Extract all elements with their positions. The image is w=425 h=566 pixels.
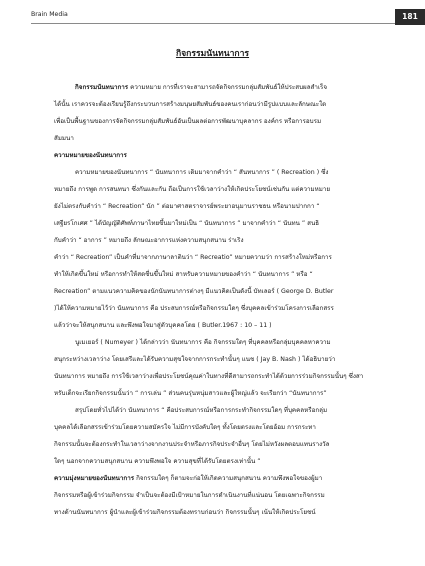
body-line bbox=[54, 423, 316, 432]
line-text: กิจกรรมใดๆ ก็ตามจะก่อให้เกิดความสนุกสนาน ความพึงพอใจของผู้มา bbox=[134, 475, 323, 482]
body-line bbox=[75, 83, 327, 92]
inline-heading: ความมุ่งหมายของนันทนาการ bbox=[54, 475, 135, 482]
section-heading-text: ความหมายของนันทนาการ bbox=[54, 152, 127, 159]
body-line bbox=[54, 202, 320, 211]
body-line bbox=[54, 355, 335, 364]
body-line bbox=[54, 185, 330, 194]
line-text: นันทนาการ หมายถึง การใช้เวลาว่างเพื่อประโยชน์คุณค่าในทางที่ดีสามารถกระทำได้ด้วยการร่วมกิจกรรมนั้นๆ ซึ่งสา bbox=[54, 373, 364, 380]
header-rule bbox=[31, 23, 397, 24]
body-line bbox=[54, 321, 272, 330]
line-text: ทางด้านนันทนาการ ผู้นำและผู้เข้าร่วมกิจกรรมต้องทราบก่อนว่า กิจกรรมนั้นๆ เน้นให้เกิดประโยชน์ bbox=[54, 509, 316, 516]
line-text: ความหมายของนันทนาการ “ นันทนาการ เดิมมาจากคำว่า “ สันทนาการ ” ( Recreation ) ซึ่ง bbox=[75, 169, 329, 176]
line-text: สัมมนา bbox=[54, 135, 74, 142]
page-title: กิจกรรมนันทนาการ bbox=[175, 49, 250, 59]
line-text: คำว่า “ Recreation” เป็นคำที่มาจากภาษาลาตินว่า “ Recreatio” หมายความว่า การสร้างใหม่หรือการ bbox=[54, 254, 332, 261]
body-line bbox=[54, 491, 325, 500]
page-header bbox=[31, 9, 425, 25]
line-text: กิจกรรมนั้นจะต้องกระทำในเวลาว่างจากงานประจำหรือภารกิจประจำอื่นๆ โดยไม่หวังผลตอบแทนรางวัล bbox=[54, 441, 330, 448]
body-line bbox=[54, 440, 330, 449]
line-text: เพื่อเป็นพื้นฐานของการจัดกิจกรรมกลุ่มสัมพันธ์อันเป็นผลต่อการพัฒนาบุคลากร องค์กร หรือการอบรม bbox=[54, 118, 322, 125]
body-line bbox=[54, 474, 322, 483]
line-text: Recreation” ตามแนวความคิดของนักนันทนาการต่างๆ มีแนวคิดเป็นดังนี้ บัทเลอร์ ( George D. Butler bbox=[54, 288, 334, 295]
body-line bbox=[54, 372, 363, 381]
body-line bbox=[54, 287, 333, 296]
line-text: นูเมเยอร์ ( Numeyer ) ได้กล่าวว่า นันทนาการ คือ กิจกรรมใดๆ ที่บุคคลหรือกลุ่มบุคคลหาความ bbox=[75, 339, 331, 346]
body-line bbox=[54, 117, 321, 126]
body-line bbox=[54, 457, 260, 466]
section-heading bbox=[54, 151, 127, 160]
body-line bbox=[54, 304, 334, 313]
line-text: บุคคลได้เลือกสรรเข้าร่วมโดยความสมัครใจ ไม่มีการบังคับใดๆ ทั้งโดยตรงและโดยอ้อม การกระทา bbox=[54, 424, 316, 431]
line-text: ได้นั้น เราควรจะต้องเรียนรู้ถึงกระบวนการสร้างมนุษยสัมพันธ์ของคนเราก่อนว่ามีรูปแบบและลักษณะใด bbox=[54, 101, 327, 108]
line-text: ความหมาย การที่เราจะสามารถจัดกิจกรรมกลุ่มสัมพันธ์ให้ประสบผลสำเร็จ bbox=[128, 84, 328, 91]
body-line bbox=[54, 253, 332, 262]
brand-label: Brain Media bbox=[31, 11, 68, 18]
body-line bbox=[75, 168, 328, 177]
line-text: ใดๆ นอกจากความสนุกสนาน ความพึงพอใจ ความสุขที่ได้รับโดยตรงเท่านั้น ” bbox=[54, 458, 261, 465]
body-line bbox=[54, 508, 316, 517]
line-text: แล้วว่าจะให้สนุกสนาน และพึงพอใจมาสู่ตัวบุคคลโดย ( Butler.1967 : 10 – 11 ) bbox=[54, 322, 272, 329]
line-text: หรับเด็กจะเรียกกิจกรรมนั้นว่า “ การเล่น ” ส่วนคนรุ่นหนุ่มสาวและผู้ใหญ่แล้ว จะเรียกว่า “นันทนาการ” bbox=[54, 390, 327, 397]
body-line bbox=[54, 270, 313, 279]
body-line bbox=[54, 219, 319, 228]
line-text: )ได้ให้ความหมายไว้ว่า นันทนาการ คือ ประสบการณ์หรือกิจกรรมใดๆ ซึ่งบุคคลเข้าร่วมโครงการเลือกสรร bbox=[54, 305, 334, 312]
body-line bbox=[75, 338, 331, 347]
line-text: สนุกระหว่างเวลาว่าง โดยเสรีและได้รับความสุขใจจากการกระทำนั้นๆ แนช ( Jay B. Nash ) ได้อธิบายว่า bbox=[54, 356, 336, 363]
line-text: หมายถึง การพูด การสนทนา ซึ่งกันและกัน ถือเป็นการใช้เวลาว่างให้เกิดประโยชน์เช่นกัน แต่ความหมาย bbox=[54, 186, 331, 193]
body-line bbox=[54, 100, 326, 109]
page-number-badge: 181 bbox=[395, 9, 425, 25]
line-text: กิจกรรมหรือผู้เข้าร่วมกิจกรรม จำเป็นจะต้องมีเป้าหมายในการดำเนินงานที่แน่นอน โดยเฉพาะกิจกรรม bbox=[54, 492, 325, 499]
body-line bbox=[54, 134, 74, 143]
line-text: เสฐียรโกเศศ ” ได้บัญญัติศัพท์ภาษาไทยขึ้นมาใหม่เป็น “ นันทนาการ ” มาจากคำว่า “ นันทน ” สนธิ bbox=[54, 220, 320, 227]
line-text: สรุปโดยทั่วไปได้ว่า นันทนาการ “ คือประสบการณ์หรือการกระทำกิจกรรมใดๆ ที่บุคคลหรือกลุ่ม bbox=[75, 407, 328, 414]
line-text: ทำให้เกิดขึ้นใหม่ หรือการทำให้สดชื่นขึ้นใหม่ สาหรับความหมายของคำว่า “ นันทนาการ ” หรือ “ bbox=[54, 271, 313, 278]
body-line bbox=[54, 236, 244, 245]
line-text: กับคำว่า “ อาการ ” หมายถึง ลักษณะอาการแห่งความสนุกสนาน ร่าเริง bbox=[54, 237, 244, 244]
body-line bbox=[54, 389, 327, 398]
body-line bbox=[75, 406, 327, 415]
inline-heading: กิจกรรมนันทนาการ bbox=[75, 84, 129, 91]
line-text: ยังไม่ตรงกับคำว่า “ Recreation” นัก ” ต่อมาศาสตราจารย์พระยาอนุมานราชธน หรือนามปากกา “ bbox=[54, 203, 320, 210]
